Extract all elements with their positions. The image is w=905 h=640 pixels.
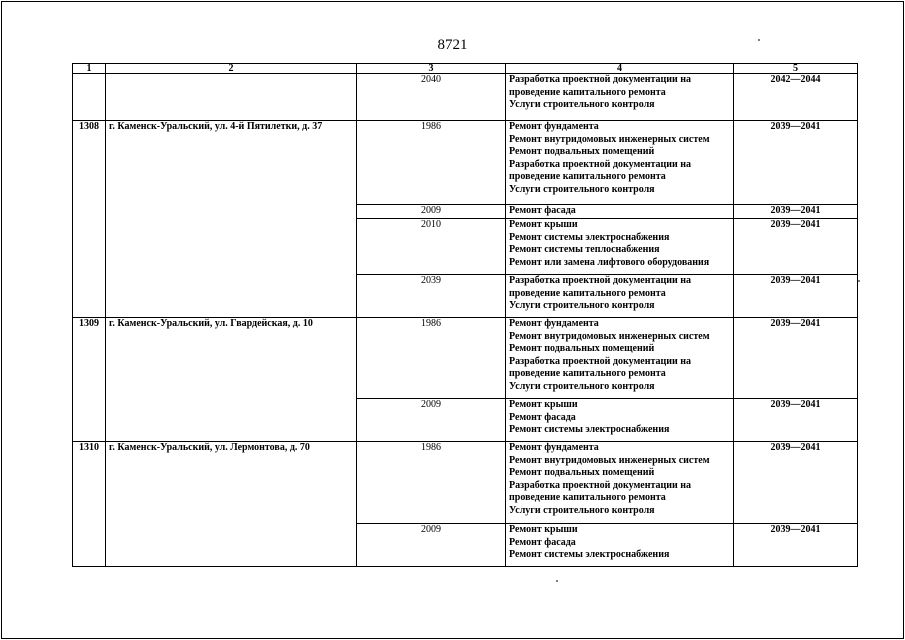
table-row [73, 442, 858, 524]
work-item: Ремонт подвальных помещений [509, 146, 655, 157]
work-item: Ремонт крыши [509, 399, 578, 410]
work-item: Ремонт фасада [509, 411, 576, 423]
col-header-3: 3 [357, 64, 506, 74]
work-item: проведение капитального ремонта [509, 492, 666, 503]
work-item: Услуги строительного контроля [509, 380, 655, 392]
works-cell [506, 121, 734, 205]
scan-speck [758, 39, 760, 41]
repair-schedule-table [72, 63, 858, 567]
year-cell: 1986 [357, 442, 506, 524]
works-cell [506, 442, 734, 524]
row-number: 1308 [73, 121, 106, 318]
work-item: Ремонт фундамента [509, 318, 599, 329]
year-cell: 1986 [357, 121, 506, 205]
period-cell: 2039—2041 [734, 318, 858, 399]
table-row [73, 121, 858, 205]
period-cell: 2039—2041 [734, 442, 858, 524]
year-cell: 2009 [357, 205, 506, 219]
table-row [73, 318, 858, 399]
year-cell: 2039 [357, 275, 506, 318]
row-number: 1310 [73, 442, 106, 567]
col-header-4: 4 [506, 64, 734, 74]
year-cell: 2009 [357, 524, 506, 567]
work-item: Разработка проектной документации на [509, 479, 692, 491]
work-item: Ремонт фундамента [509, 121, 599, 132]
table-row [73, 74, 858, 121]
work-item: проведение капитального ремонта [509, 368, 666, 379]
work-item: Ремонт системы электроснабжения [509, 231, 670, 243]
works-cell [506, 524, 734, 567]
row-number [73, 74, 106, 121]
work-item: Ремонт крыши [509, 524, 578, 535]
work-item: Услуги строительного контроля [509, 300, 655, 311]
works-cell [506, 399, 734, 442]
work-item: Ремонт подвальных помещений [509, 467, 655, 478]
work-item: Ремонт системы теплоснабжения [509, 244, 660, 255]
work-item: Ремонт фасада [509, 205, 576, 216]
col-header-1: 1 [73, 64, 106, 74]
work-item: Ремонт внутридомовых инженерных систем [509, 454, 710, 466]
work-item: Разработка проектной документации на [509, 158, 692, 170]
year-cell: 2009 [357, 399, 506, 442]
address-cell: г. Каменск-Уральский, ул. Гвардейская, д. 10 [106, 318, 357, 442]
period-cell: 2042—2044 [734, 74, 858, 121]
header-row [73, 64, 858, 74]
address-cell: г. Каменск-Уральский, ул. Лермонтова, д. 70 [106, 442, 357, 567]
works-cell [506, 318, 734, 399]
work-item: проведение капитального ремонта [509, 287, 666, 299]
year-cell: 1986 [357, 318, 506, 399]
col-header-5: 5 [734, 64, 858, 74]
works-cell [506, 205, 734, 219]
works-cell [506, 74, 734, 121]
address-cell: г. Каменск-Уральский, ул. 4-й Пятилетки, д. 37 [106, 121, 357, 318]
scan-speck [556, 580, 558, 582]
work-item: Разработка проектной документации на [509, 74, 692, 85]
work-item: Ремонт системы электроснабжения [509, 424, 670, 435]
work-item: Разработка проектной документации на [509, 355, 692, 367]
work-item: проведение капитального ремонта [509, 86, 666, 98]
work-item: проведение капитального ремонта [509, 171, 666, 182]
address-cell [106, 74, 357, 121]
col-header-2: 2 [106, 64, 357, 74]
work-item: Ремонт системы электроснабжения [509, 549, 670, 560]
period-cell: 2039—2041 [734, 275, 858, 318]
period-cell: 2039—2041 [734, 524, 858, 567]
work-item: Ремонт фундамента [509, 442, 599, 453]
work-item: Ремонт или замена лифтового оборудования [509, 256, 710, 268]
period-cell: 2039—2041 [734, 121, 858, 205]
work-item: Разработка проектной документации на [509, 275, 692, 286]
work-item: Ремонт внутридомовых инженерных систем [509, 133, 710, 145]
period-cell: 2039—2041 [734, 205, 858, 219]
work-item: Услуги строительного контроля [509, 504, 655, 516]
period-cell: 2039—2041 [734, 399, 858, 442]
year-cell: 2010 [357, 219, 506, 275]
work-item: Ремонт крыши [509, 219, 578, 230]
scan-speck [858, 280, 860, 282]
work-item: Услуги строительного контроля [509, 183, 655, 195]
work-item: Ремонт внутридомовых инженерных систем [509, 330, 710, 342]
work-item: Услуги строительного контроля [509, 99, 655, 110]
year-cell: 2040 [357, 74, 506, 121]
works-cell [506, 275, 734, 318]
page-number: 8721 [437, 37, 468, 53]
period-cell: 2039—2041 [734, 219, 858, 275]
works-cell [506, 219, 734, 275]
row-number: 1309 [73, 318, 106, 442]
work-item: Ремонт подвальных помещений [509, 343, 655, 354]
work-item: Ремонт фасада [509, 536, 576, 548]
